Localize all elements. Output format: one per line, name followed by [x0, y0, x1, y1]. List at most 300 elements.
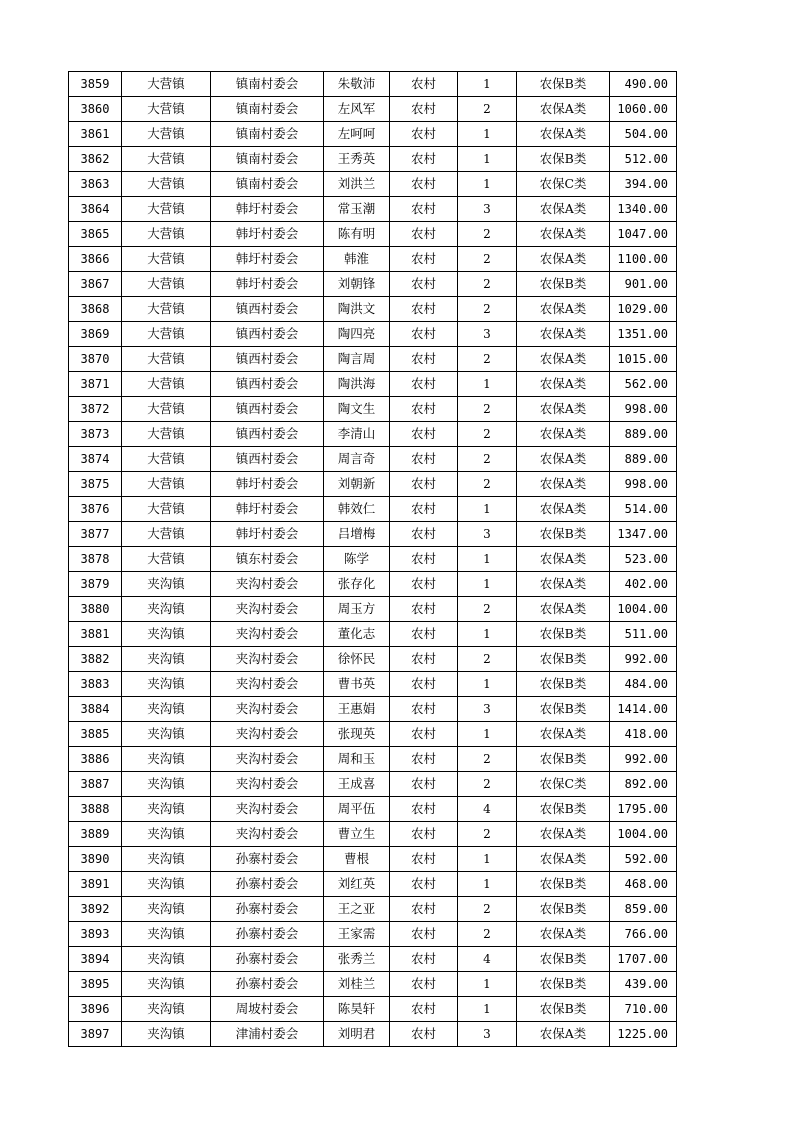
cell-town: 大营镇: [122, 122, 211, 147]
cell-area: 农村: [390, 997, 458, 1022]
cell-village: 镇西村委会: [211, 347, 324, 372]
table-row: [69, 647, 677, 672]
cell-village: 韩圩村委会: [211, 272, 324, 297]
cell-amount: 1707.00: [610, 947, 677, 972]
cell-area: 农村: [390, 822, 458, 847]
cell-town: 大营镇: [122, 497, 211, 522]
cell-amount: 1351.00: [610, 322, 677, 347]
cell-village: 韩圩村委会: [211, 497, 324, 522]
cell-village: 周坡村委会: [211, 997, 324, 1022]
cell-household-size: 3: [458, 1022, 517, 1047]
cell-area: 农村: [390, 522, 458, 547]
cell-category: 农保B类: [517, 672, 610, 697]
cell-household-size: 2: [458, 247, 517, 272]
cell-village: 夹沟村委会: [211, 647, 324, 672]
cell-category: 农保B类: [517, 72, 610, 97]
cell-town: 夹沟镇: [122, 872, 211, 897]
cell-category: 农保B类: [517, 947, 610, 972]
table-row: [69, 722, 677, 747]
cell-area: 农村: [390, 847, 458, 872]
cell-serial: 3863: [69, 172, 122, 197]
cell-category: 农保B类: [517, 997, 610, 1022]
cell-town: 大营镇: [122, 197, 211, 222]
cell-name: 刘朝锋: [324, 272, 390, 297]
cell-village: 夹沟村委会: [211, 747, 324, 772]
table-row: [69, 447, 677, 472]
cell-serial: 3872: [69, 397, 122, 422]
cell-serial: 3879: [69, 572, 122, 597]
cell-serial: 3878: [69, 547, 122, 572]
cell-village: 镇东村委会: [211, 547, 324, 572]
cell-area: 农村: [390, 597, 458, 622]
cell-amount: 592.00: [610, 847, 677, 872]
cell-serial: 3866: [69, 247, 122, 272]
cell-town: 大营镇: [122, 222, 211, 247]
cell-serial: 3887: [69, 772, 122, 797]
cell-category: 农保B类: [517, 622, 610, 647]
cell-serial: 3862: [69, 147, 122, 172]
cell-town: 夹沟镇: [122, 897, 211, 922]
cell-town: 大营镇: [122, 97, 211, 122]
cell-category: 农保A类: [517, 247, 610, 272]
cell-amount: 892.00: [610, 772, 677, 797]
table-row: [69, 697, 677, 722]
table-row: [69, 747, 677, 772]
cell-area: 农村: [390, 172, 458, 197]
cell-area: 农村: [390, 272, 458, 297]
cell-village: 夹沟村委会: [211, 722, 324, 747]
table-row: [69, 322, 677, 347]
cell-household-size: 2: [458, 297, 517, 322]
cell-serial: 3871: [69, 372, 122, 397]
cell-serial: 3874: [69, 447, 122, 472]
cell-category: 农保A类: [517, 472, 610, 497]
table-row: [69, 622, 677, 647]
cell-amount: 1795.00: [610, 797, 677, 822]
cell-area: 农村: [390, 97, 458, 122]
cell-area: 农村: [390, 897, 458, 922]
cell-category: 农保A类: [517, 222, 610, 247]
cell-town: 夹沟镇: [122, 797, 211, 822]
cell-area: 农村: [390, 297, 458, 322]
cell-area: 农村: [390, 422, 458, 447]
cell-name: 董化志: [324, 622, 390, 647]
cell-household-size: 2: [458, 747, 517, 772]
table-row: [69, 947, 677, 972]
cell-amount: 439.00: [610, 972, 677, 997]
cell-village: 孙寨村委会: [211, 872, 324, 897]
table-row: [69, 772, 677, 797]
cell-household-size: 2: [458, 647, 517, 672]
cell-village: 镇西村委会: [211, 322, 324, 347]
cell-name: 陶言周: [324, 347, 390, 372]
cell-name: 曹书英: [324, 672, 390, 697]
cell-name: 左呵呵: [324, 122, 390, 147]
cell-amount: 418.00: [610, 722, 677, 747]
cell-village: 镇南村委会: [211, 72, 324, 97]
cell-village: 镇西村委会: [211, 397, 324, 422]
cell-amount: 511.00: [610, 622, 677, 647]
cell-area: 农村: [390, 947, 458, 972]
cell-household-size: 4: [458, 797, 517, 822]
table-row: [69, 897, 677, 922]
cell-area: 农村: [390, 547, 458, 572]
cell-amount: 1015.00: [610, 347, 677, 372]
cell-serial: 3870: [69, 347, 122, 372]
table-row: [69, 822, 677, 847]
cell-village: 韩圩村委会: [211, 222, 324, 247]
cell-serial: 3876: [69, 497, 122, 522]
cell-serial: 3886: [69, 747, 122, 772]
cell-household-size: 2: [458, 347, 517, 372]
cell-amount: 992.00: [610, 647, 677, 672]
cell-category: 农保A类: [517, 422, 610, 447]
table-row: [69, 597, 677, 622]
cell-area: 农村: [390, 447, 458, 472]
cell-area: 农村: [390, 247, 458, 272]
cell-serial: 3897: [69, 1022, 122, 1047]
cell-town: 大营镇: [122, 397, 211, 422]
cell-household-size: 1: [458, 172, 517, 197]
cell-household-size: 2: [458, 897, 517, 922]
cell-household-size: 1: [458, 847, 517, 872]
cell-amount: 490.00: [610, 72, 677, 97]
cell-category: 农保A类: [517, 497, 610, 522]
table-row: [69, 97, 677, 122]
cell-name: 陈有明: [324, 222, 390, 247]
cell-category: 农保A类: [517, 322, 610, 347]
cell-town: 夹沟镇: [122, 822, 211, 847]
cell-household-size: 4: [458, 947, 517, 972]
cell-name: 陶洪文: [324, 297, 390, 322]
table-row: [69, 472, 677, 497]
cell-serial: 3881: [69, 622, 122, 647]
cell-category: 农保A类: [517, 847, 610, 872]
cell-name: 陈学: [324, 547, 390, 572]
cell-village: 镇西村委会: [211, 447, 324, 472]
cell-serial: 3868: [69, 297, 122, 322]
cell-serial: 3859: [69, 72, 122, 97]
cell-household-size: 3: [458, 697, 517, 722]
cell-household-size: 2: [458, 922, 517, 947]
cell-town: 夹沟镇: [122, 672, 211, 697]
cell-area: 农村: [390, 797, 458, 822]
cell-name: 刘桂兰: [324, 972, 390, 997]
cell-village: 孙寨村委会: [211, 897, 324, 922]
cell-category: 农保A类: [517, 572, 610, 597]
cell-serial: 3865: [69, 222, 122, 247]
cell-household-size: 2: [458, 422, 517, 447]
cell-household-size: 2: [458, 822, 517, 847]
cell-name: 刘红英: [324, 872, 390, 897]
cell-amount: 523.00: [610, 547, 677, 572]
cell-town: 大营镇: [122, 347, 211, 372]
cell-serial: 3884: [69, 697, 122, 722]
cell-village: 夹沟村委会: [211, 697, 324, 722]
cell-serial: 3888: [69, 797, 122, 822]
table-row: [69, 547, 677, 572]
cell-village: 孙寨村委会: [211, 972, 324, 997]
cell-amount: 992.00: [610, 747, 677, 772]
table-row: [69, 197, 677, 222]
cell-category: 农保A类: [517, 297, 610, 322]
cell-name: 朱敬沛: [324, 72, 390, 97]
cell-name: 陈昊轩: [324, 997, 390, 1022]
cell-household-size: 2: [458, 597, 517, 622]
cell-town: 夹沟镇: [122, 572, 211, 597]
table-row: [69, 122, 677, 147]
cell-amount: 1347.00: [610, 522, 677, 547]
table-row: [69, 297, 677, 322]
cell-amount: 512.00: [610, 147, 677, 172]
cell-name: 常玉潮: [324, 197, 390, 222]
cell-village: 夹沟村委会: [211, 572, 324, 597]
cell-town: 大营镇: [122, 547, 211, 572]
table-row: [69, 972, 677, 997]
cell-village: 镇西村委会: [211, 372, 324, 397]
cell-town: 大营镇: [122, 422, 211, 447]
cell-village: 孙寨村委会: [211, 947, 324, 972]
cell-amount: 901.00: [610, 272, 677, 297]
cell-town: 大营镇: [122, 247, 211, 272]
cell-household-size: 2: [458, 447, 517, 472]
cell-area: 农村: [390, 972, 458, 997]
cell-serial: 3880: [69, 597, 122, 622]
cell-amount: 766.00: [610, 922, 677, 947]
cell-name: 陶四亮: [324, 322, 390, 347]
cell-area: 农村: [390, 872, 458, 897]
cell-household-size: 2: [458, 772, 517, 797]
cell-town: 夹沟镇: [122, 697, 211, 722]
cell-town: 夹沟镇: [122, 997, 211, 1022]
cell-area: 农村: [390, 147, 458, 172]
cell-area: 农村: [390, 397, 458, 422]
cell-category: 农保A类: [517, 372, 610, 397]
table-row: [69, 847, 677, 872]
cell-village: 韩圩村委会: [211, 522, 324, 547]
cell-category: 农保A类: [517, 722, 610, 747]
cell-category: 农保A类: [517, 197, 610, 222]
cell-town: 夹沟镇: [122, 722, 211, 747]
cell-amount: 468.00: [610, 872, 677, 897]
cell-name: 曹根: [324, 847, 390, 872]
cell-category: 农保B类: [517, 697, 610, 722]
cell-household-size: 1: [458, 72, 517, 97]
cell-name: 周和玉: [324, 747, 390, 772]
cell-town: 夹沟镇: [122, 972, 211, 997]
cell-amount: 998.00: [610, 472, 677, 497]
table-row: [69, 147, 677, 172]
cell-name: 左风军: [324, 97, 390, 122]
cell-category: 农保A类: [517, 922, 610, 947]
cell-village: 夹沟村委会: [211, 622, 324, 647]
cell-area: 农村: [390, 922, 458, 947]
cell-village: 夹沟村委会: [211, 822, 324, 847]
cell-household-size: 2: [458, 397, 517, 422]
cell-category: 农保A类: [517, 597, 610, 622]
cell-name: 徐怀民: [324, 647, 390, 672]
cell-village: 镇西村委会: [211, 297, 324, 322]
cell-village: 韩圩村委会: [211, 197, 324, 222]
cell-amount: 710.00: [610, 997, 677, 1022]
cell-town: 大营镇: [122, 72, 211, 97]
cell-household-size: 1: [458, 572, 517, 597]
cell-area: 农村: [390, 572, 458, 597]
cell-village: 夹沟村委会: [211, 597, 324, 622]
cell-village: 镇南村委会: [211, 122, 324, 147]
cell-amount: 889.00: [610, 422, 677, 447]
cell-serial: 3890: [69, 847, 122, 872]
cell-serial: 3861: [69, 122, 122, 147]
cell-household-size: 3: [458, 322, 517, 347]
cell-area: 农村: [390, 672, 458, 697]
cell-name: 刘朝新: [324, 472, 390, 497]
cell-village: 镇南村委会: [211, 97, 324, 122]
cell-area: 农村: [390, 747, 458, 772]
cell-name: 王惠娟: [324, 697, 390, 722]
cell-area: 农村: [390, 322, 458, 347]
cell-village: 夹沟村委会: [211, 797, 324, 822]
cell-area: 农村: [390, 222, 458, 247]
cell-household-size: 1: [458, 122, 517, 147]
cell-name: 周玉方: [324, 597, 390, 622]
table-row: [69, 497, 677, 522]
table-row: [69, 572, 677, 597]
cell-category: 农保B类: [517, 522, 610, 547]
table-row: [69, 347, 677, 372]
cell-category: 农保B类: [517, 647, 610, 672]
cell-category: 农保B类: [517, 972, 610, 997]
cell-category: 农保B类: [517, 897, 610, 922]
cell-household-size: 1: [458, 147, 517, 172]
cell-amount: 394.00: [610, 172, 677, 197]
table-row: [69, 272, 677, 297]
cell-household-size: 1: [458, 622, 517, 647]
cell-household-size: 1: [458, 872, 517, 897]
table-row: [69, 247, 677, 272]
cell-household-size: 1: [458, 497, 517, 522]
cell-town: 夹沟镇: [122, 647, 211, 672]
cell-category: 农保A类: [517, 447, 610, 472]
cell-category: 农保A类: [517, 822, 610, 847]
cell-serial: 3893: [69, 922, 122, 947]
cell-village: 孙寨村委会: [211, 847, 324, 872]
cell-serial: 3892: [69, 897, 122, 922]
cell-area: 农村: [390, 197, 458, 222]
cell-amount: 1047.00: [610, 222, 677, 247]
data-table: [68, 71, 677, 1047]
cell-area: 农村: [390, 472, 458, 497]
table-row: [69, 422, 677, 447]
cell-name: 周平伍: [324, 797, 390, 822]
cell-category: 农保A类: [517, 547, 610, 572]
cell-category: 农保B类: [517, 147, 610, 172]
cell-category: 农保A类: [517, 347, 610, 372]
cell-serial: 3869: [69, 322, 122, 347]
cell-serial: 3885: [69, 722, 122, 747]
cell-category: 农保B类: [517, 272, 610, 297]
cell-town: 大营镇: [122, 372, 211, 397]
cell-village: 韩圩村委会: [211, 247, 324, 272]
cell-name: 王家需: [324, 922, 390, 947]
cell-town: 夹沟镇: [122, 747, 211, 772]
cell-serial: 3895: [69, 972, 122, 997]
cell-serial: 3891: [69, 872, 122, 897]
cell-serial: 3889: [69, 822, 122, 847]
cell-amount: 998.00: [610, 397, 677, 422]
table-row: [69, 672, 677, 697]
cell-area: 农村: [390, 497, 458, 522]
cell-name: 曹立生: [324, 822, 390, 847]
table-row: [69, 172, 677, 197]
cell-village: 镇南村委会: [211, 147, 324, 172]
cell-town: 夹沟镇: [122, 847, 211, 872]
cell-amount: 889.00: [610, 447, 677, 472]
cell-area: 农村: [390, 72, 458, 97]
cell-town: 大营镇: [122, 472, 211, 497]
cell-amount: 1100.00: [610, 247, 677, 272]
cell-area: 农村: [390, 372, 458, 397]
cell-area: 农村: [390, 347, 458, 372]
cell-town: 大营镇: [122, 297, 211, 322]
cell-serial: 3877: [69, 522, 122, 547]
cell-category: 农保A类: [517, 397, 610, 422]
cell-category: 农保A类: [517, 122, 610, 147]
cell-amount: 504.00: [610, 122, 677, 147]
cell-area: 农村: [390, 122, 458, 147]
table-row: [69, 797, 677, 822]
cell-amount: 1004.00: [610, 822, 677, 847]
table-row: [69, 1022, 677, 1047]
cell-amount: 859.00: [610, 897, 677, 922]
cell-category: 农保C类: [517, 772, 610, 797]
cell-serial: 3896: [69, 997, 122, 1022]
cell-village: 夹沟村委会: [211, 672, 324, 697]
table-row: [69, 397, 677, 422]
cell-village: 镇南村委会: [211, 172, 324, 197]
cell-household-size: 2: [458, 272, 517, 297]
cell-name: 周言奇: [324, 447, 390, 472]
cell-household-size: 2: [458, 222, 517, 247]
cell-area: 农村: [390, 622, 458, 647]
cell-household-size: 1: [458, 372, 517, 397]
cell-area: 农村: [390, 647, 458, 672]
cell-household-size: 1: [458, 997, 517, 1022]
cell-town: 大营镇: [122, 172, 211, 197]
cell-serial: 3882: [69, 647, 122, 672]
cell-village: 镇西村委会: [211, 422, 324, 447]
cell-amount: 484.00: [610, 672, 677, 697]
cell-name: 王之亚: [324, 897, 390, 922]
cell-serial: 3894: [69, 947, 122, 972]
cell-serial: 3864: [69, 197, 122, 222]
table-row: [69, 222, 677, 247]
cell-town: 大营镇: [122, 522, 211, 547]
table-row: [69, 997, 677, 1022]
cell-serial: 3860: [69, 97, 122, 122]
cell-category: 农保A类: [517, 1022, 610, 1047]
cell-name: 刘洪兰: [324, 172, 390, 197]
cell-household-size: 2: [458, 97, 517, 122]
cell-name: 韩效仁: [324, 497, 390, 522]
cell-name: 张现英: [324, 722, 390, 747]
cell-town: 大营镇: [122, 272, 211, 297]
cell-town: 大营镇: [122, 322, 211, 347]
cell-area: 农村: [390, 722, 458, 747]
cell-town: 夹沟镇: [122, 1022, 211, 1047]
cell-household-size: 3: [458, 197, 517, 222]
cell-name: 李清山: [324, 422, 390, 447]
